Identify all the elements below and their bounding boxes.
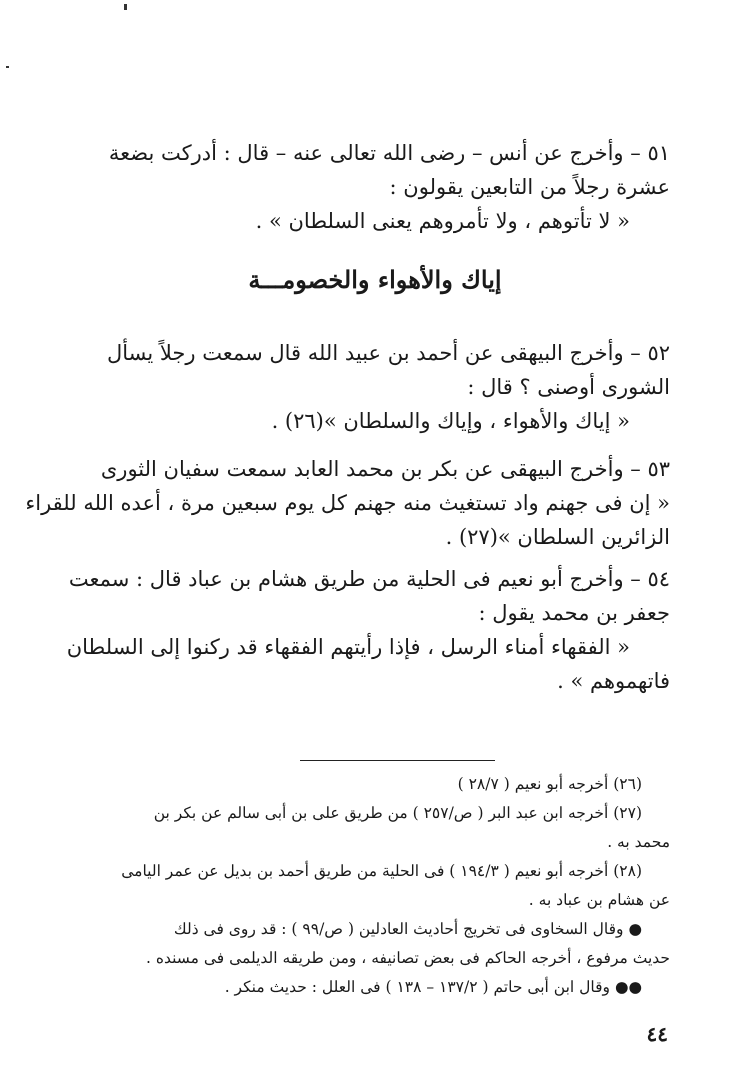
- entry-51: [95, 136, 670, 238]
- entry-52: [95, 336, 670, 438]
- entry-line: ٥٣ – وأخرج البيهقى عن بكر بن محمد العابد سمعت سفيان الثورى: [100, 457, 670, 481]
- footnote-separator: [300, 760, 495, 761]
- entry-line: ٥٢ – وأخرج البيهقى عن أحمد بن عبيد الله قال سمعت رجلاً يسأل: [106, 341, 670, 365]
- entry-line: « إن فى جهنم واد تستغيث منه جهنم كل يوم سبعين مرة ، أعده الله للقراء: [25, 491, 670, 515]
- quote-line: « الفقهاء أمناء الرسل ، فإذا رأيتهم الفقهاء قد ركنوا إلى السلطان: [66, 635, 630, 659]
- entry-54: [66, 562, 670, 698]
- entry-line: فاتهموهم » .: [557, 669, 670, 693]
- footnote-note-2: ●● وقال ابن أبى حاتم ( ١٣٧/٢ – ١٣٨ ) فى العلل : حديث منكر .: [224, 978, 642, 996]
- quote-line: « لا تأتوهم ، ولا تأمروهم يعنى السلطان » .: [255, 209, 630, 233]
- footnote-28-cont: عن هشام بن عباد به .: [528, 891, 670, 909]
- entry-line: ٥١ – وأخرج عن أنس – رضى الله تعالى عنه – قال : أدركت بضعة: [108, 141, 670, 165]
- entry-line: الزائرين السلطان »(٢٧) .: [445, 525, 670, 549]
- entry-line: عشرة رجلاً من التابعين يقولون :: [389, 175, 670, 199]
- footnote-28: (٢٨) أخرجه أبو نعيم ( ١٩٤/٣ ) فى الحلية من طريق أحمد بن بديل عن عمر اليامى: [121, 862, 642, 880]
- entry-line: الشورى أوصنى ؟ قال :: [467, 375, 670, 399]
- scan-mark: [6, 66, 9, 68]
- entry-line: جعفر بن محمد يقول :: [478, 601, 670, 625]
- footnote-note-1: ● وقال السخاوى فى تخريج أحاديث العادلين ( ص/٩٩ ) : قد روى فى ذلك: [173, 920, 642, 938]
- entry-53: [25, 452, 670, 554]
- entry-line: ٥٤ – وأخرج أبو نعيم فى الحلية من طريق هشام بن عباد قال : سمعت: [68, 567, 670, 591]
- page-number: ٤٤: [646, 1022, 668, 1046]
- scan-mark: [124, 4, 127, 10]
- footnote-27: (٢٧) أخرجه ابن عبد البر ( ص/٢٥٧ ) من طريق على بن أبى سالم عن بكر بن: [153, 804, 642, 822]
- quote-line: « إياك والأهواء ، وإياك والسلطان »(٢٦) .: [271, 409, 630, 433]
- footnote-27-cont: محمد به .: [607, 833, 670, 851]
- section-heading: إياك والأهواء والخصومـــة: [248, 265, 502, 294]
- footnote-note-1-cont: حديث مرفوع ، أخرجه الحاكم فى بعض تصانيفه ، ومن طريقه الديلمى فى مسنده .: [145, 949, 670, 967]
- footnote-26: (٢٦) أخرجه أبو نعيم ( ٢٨/٧ ): [457, 775, 642, 793]
